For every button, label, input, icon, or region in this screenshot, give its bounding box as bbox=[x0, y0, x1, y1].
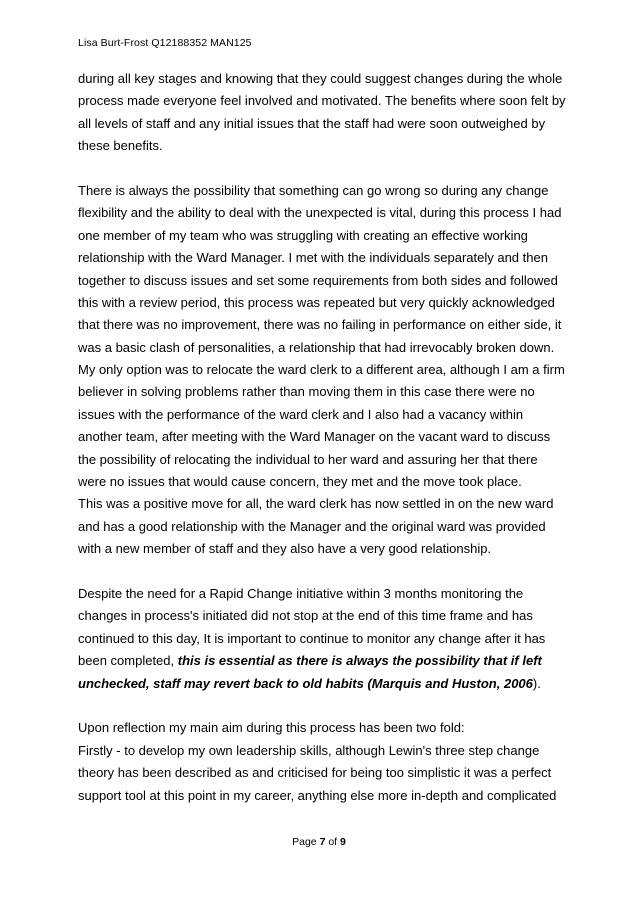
paragraph-1 bbox=[78, 68, 566, 158]
text-line: process made everyone feel involved and motivated. The benefits where soon felt by bbox=[78, 93, 566, 109]
text-line: This was a positive move for all, the ward clerk has now settled in on the new ward bbox=[78, 496, 554, 512]
text-line: My only option was to relocate the ward clerk to a different area, although I am a firm bbox=[78, 362, 565, 378]
document-body bbox=[78, 68, 566, 807]
text-line: issues with the performance of the ward clerk and I also had a vacancy within bbox=[78, 406, 524, 422]
paragraph-spacer bbox=[78, 158, 558, 180]
text-line: was a basic clash of personalities, a relationship that had irrevocably broken down. bbox=[78, 339, 555, 355]
text-line: during all key stages and knowing that they could suggest changes during the whole bbox=[78, 71, 563, 86]
text-line: Upon reflection my main aim during this process has been two fold: bbox=[78, 720, 465, 736]
paragraph-spacer bbox=[78, 561, 558, 583]
text-line: with a new member of staff and they also have a very good relationship. bbox=[78, 541, 492, 557]
text-line: that there was no improvement, there was no failing in performance on either side, it bbox=[78, 317, 562, 333]
page-prefix: Page bbox=[292, 836, 320, 848]
text-line: another team, after meeting with the Ward Manager on the vacant ward to discuss bbox=[78, 429, 551, 445]
emphasized-text: unchecked, staff may revert back to old habits (Marquis and Huston, 2006 bbox=[78, 675, 533, 691]
text-line: There is always the possibility that something can go wrong so during any change bbox=[78, 182, 549, 198]
page-footer bbox=[0, 836, 638, 848]
text-line: relationship with the Ward Manager. I met with the individuals separately and then bbox=[78, 250, 548, 266]
text-line: together to discuss issues and set some requirements from both sides and followed bbox=[78, 272, 558, 288]
text-line: support tool at this point in my career, anything else more in-depth and complicated bbox=[78, 787, 557, 803]
text-line: continued to this day, It is important to continue to monitor any change after it has bbox=[78, 630, 546, 646]
paragraph-2 bbox=[78, 180, 565, 561]
text-line: all levels of staff and any initial issues that the staff had were soon outweighed by bbox=[78, 115, 546, 131]
paragraph-spacer bbox=[78, 695, 558, 717]
text-line: were no issues that would cause concern, they met and the move took place. bbox=[78, 474, 522, 490]
text-line: the possibility of relocating the individual to her ward and assuring her that there bbox=[78, 451, 538, 467]
text-line: flexibility and the ability to deal with the unexpected is vital, during this process I had bbox=[78, 205, 562, 221]
page-header: Lisa Burt-Frost Q12188352 MAN125 bbox=[78, 37, 252, 49]
text-line: and has a good relationship with the Manager and the original ward was provided bbox=[78, 518, 546, 534]
total-page-count: 9 bbox=[340, 836, 346, 848]
text-line: one member of my team who was struggling with creating an effective working bbox=[78, 227, 528, 243]
text-line: believer in solving problems rather than moving them in this case there were no bbox=[78, 384, 535, 400]
current-page-number: 7 bbox=[319, 836, 326, 848]
text-line: Firstly - to develop my own leadership skills, although Lewin's three step change bbox=[78, 742, 540, 758]
text-line bbox=[78, 650, 558, 672]
plain-text: been completed, bbox=[78, 653, 178, 669]
text-line: theory has been described as and criticised for being too simplistic it was a perfect bbox=[78, 765, 552, 781]
paragraph-4 bbox=[78, 717, 558, 807]
plain-text: ). bbox=[532, 675, 541, 691]
text-line bbox=[78, 673, 558, 695]
emphasized-text: this is essential as there is always the possibility that if left bbox=[177, 653, 542, 669]
text-line: these benefits. bbox=[78, 138, 163, 154]
page-separator: of bbox=[325, 836, 341, 848]
paragraph-3 bbox=[78, 583, 558, 695]
text-line: changes in process's initiated did not stop at the end of this time frame and has bbox=[78, 608, 533, 624]
text-line: this with a review period, this process was repeated but very quickly acknowledged bbox=[78, 294, 555, 310]
text-line: Despite the need for a Rapid Change initiative within 3 months monitoring the bbox=[78, 585, 524, 601]
